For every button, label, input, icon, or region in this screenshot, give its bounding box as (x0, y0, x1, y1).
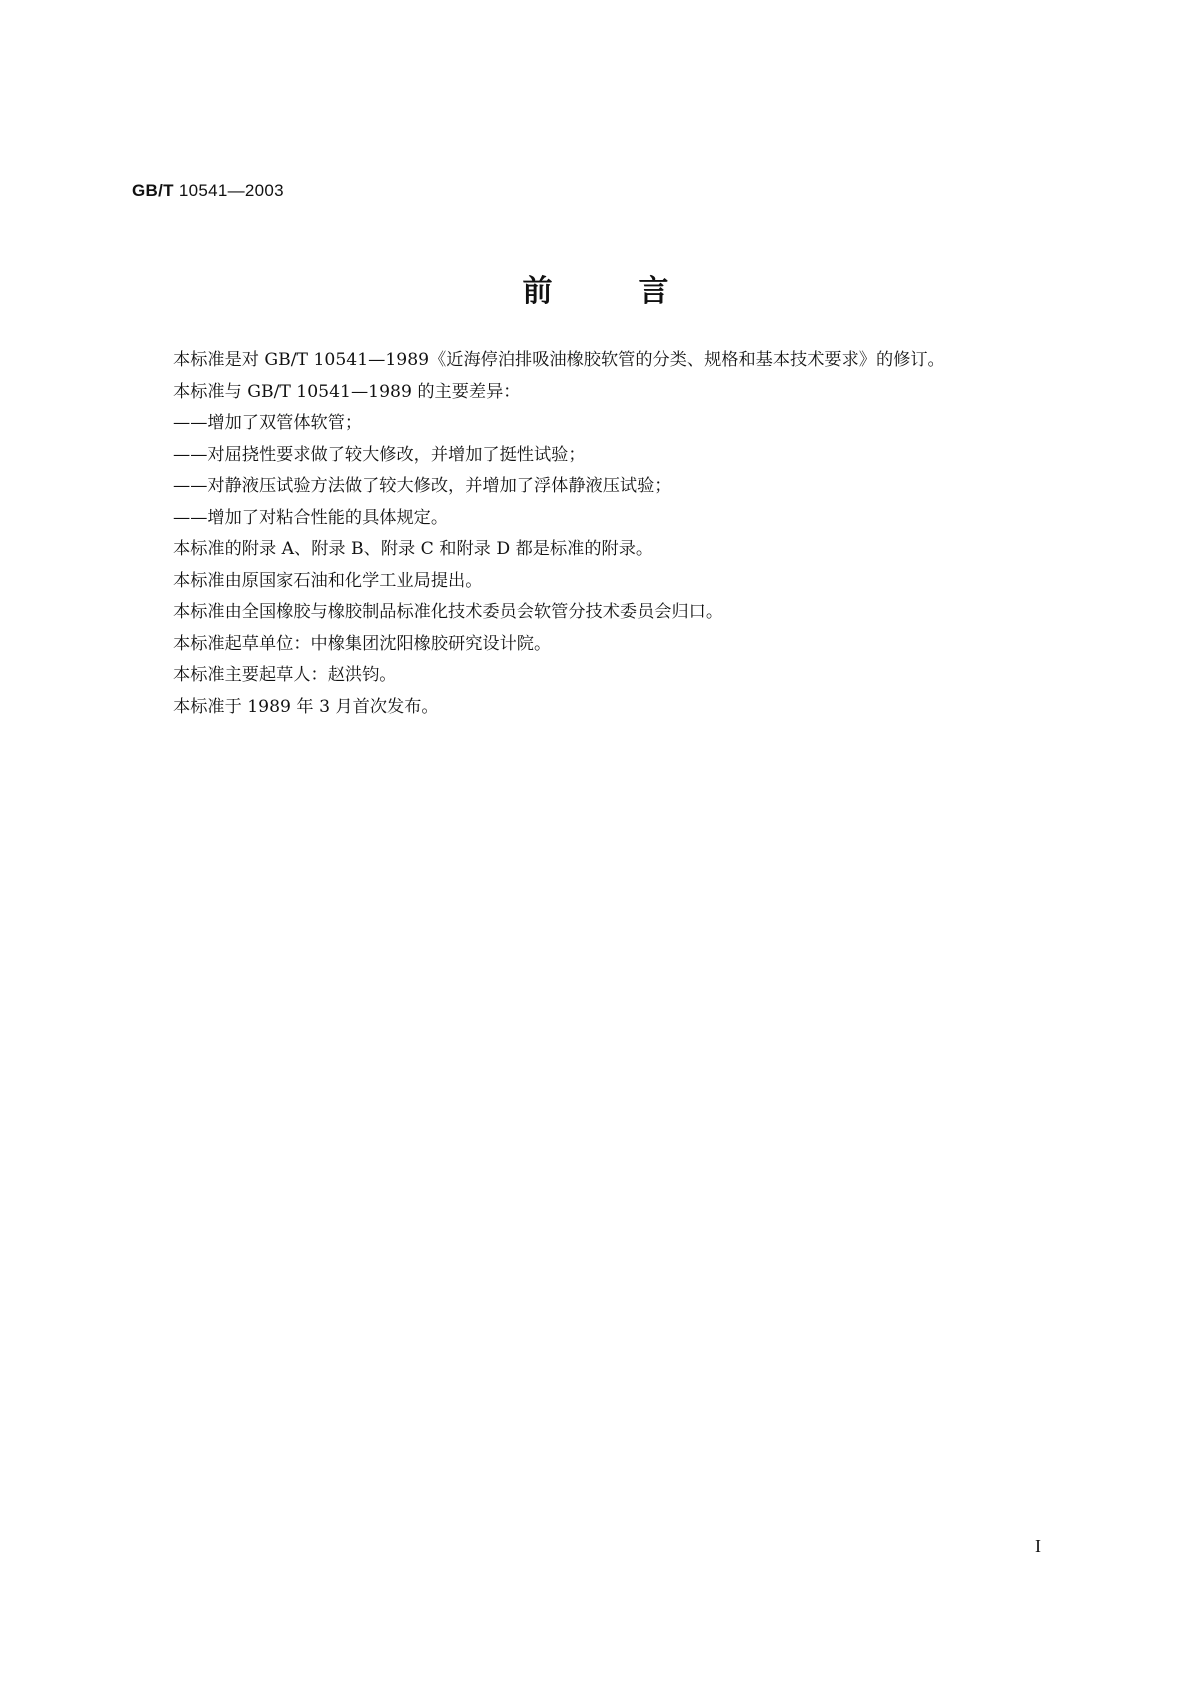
paragraph: 本标准由全国橡胶与橡胶制品标准化技术委员会软管分技术委员会归口。 (173, 602, 724, 622)
list-item: ——对静液压试验方法做了较大修改，并增加了浮体静液压试验； (173, 476, 672, 496)
paragraph: 本标准由原国家石油和化学工业局提出。 (173, 570, 483, 591)
list-item: ——对屈挠性要求做了较大修改，并增加了挺性试验； (173, 444, 586, 465)
standard-code-prefix: GB/T (132, 181, 174, 200)
standard-code-number: 10541—2003 (178, 181, 284, 200)
paragraph: 本标准的附录 A、附录 B、附录 C 和附录 D 都是标准的附录。 (173, 539, 654, 559)
list-item: ——增加了双管体软管； (173, 413, 363, 433)
foreword-body (173, 345, 1123, 723)
paragraph: 本标准与 GB/T 10541—1989 的主要差异： (173, 381, 521, 402)
paragraph: 本标准起草单位：中橡集团沈阳橡胶研究设计院。 (173, 633, 552, 654)
list-item: ——增加了对粘合性能的具体规定。 (173, 507, 449, 528)
paragraph: 本标准是对 GB/T 10541—1989《近海停泊排吸油橡胶软管的分类、规格和基本技术要求》的修订。 (173, 350, 945, 370)
page-title: 前言 (522, 274, 755, 309)
standard-code (132, 181, 284, 201)
page-number: I (1035, 1536, 1041, 1556)
paragraph: 本标准于 1989 年 3 月首次发布。 (173, 696, 439, 717)
paragraph: 本标准主要起草人：赵洪钧。 (173, 665, 397, 685)
